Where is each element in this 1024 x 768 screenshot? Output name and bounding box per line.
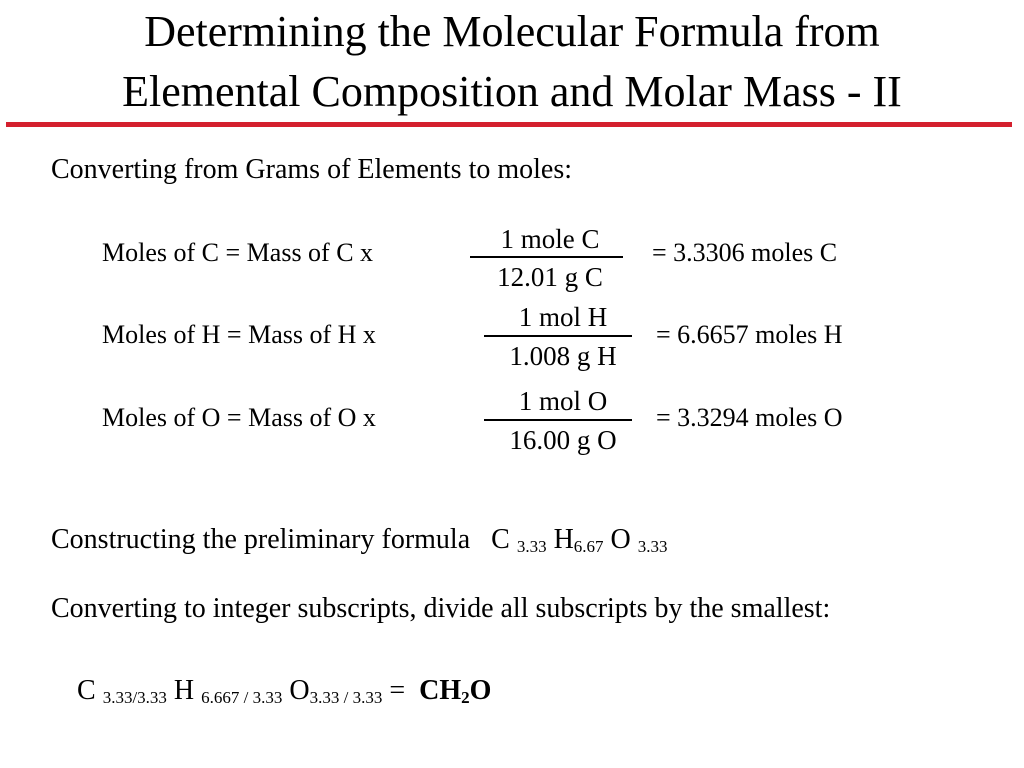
preliminary-formula-o: O (610, 524, 631, 555)
equation-oxygen-lhs: Moles of O = Mass of O x (102, 403, 376, 432)
section-heading-integer-subscripts: Converting to integer subscripts, divide all subscripts by the smallest: (51, 593, 831, 624)
title-divider (6, 122, 1012, 127)
final-formula-c: C (77, 675, 96, 706)
final-formula-line (77, 674, 491, 715)
final-formula-h: H (173, 675, 195, 706)
final-formula-o: O (289, 675, 310, 706)
preliminary-formula-o-subscript: 3.33 (637, 537, 668, 556)
final-formula-c-subscript: 3.33/3.33 (102, 688, 167, 707)
final-formula-result-ch: CH (419, 675, 462, 706)
slide-title-line1: Determining the Molecular Formula from (144, 7, 880, 56)
final-formula-result-o: O (469, 675, 492, 706)
equation-carbon-fraction-bar (470, 256, 623, 258)
equation-hydrogen-fraction-bar (484, 335, 632, 337)
preliminary-formula-h: H (553, 524, 574, 555)
preliminary-formula-label: Constructing the preliminary formula (51, 524, 471, 555)
final-formula-o-subscript: 3.33 / 3.33 (309, 688, 383, 707)
final-formula-result-subscript: 2 (461, 688, 470, 707)
equation-oxygen-result: = 3.3294 moles O (656, 403, 843, 432)
section-heading-grams-to-moles: Converting from Grams of Elements to moles: (51, 154, 573, 185)
equation-carbon-lhs: Moles of C = Mass of C x (102, 238, 374, 267)
equation-oxygen-numerator: 1 mol O (518, 386, 608, 416)
equation-oxygen-denominator: 16.00 g O (509, 425, 617, 455)
equation-hydrogen-lhs: Moles of H = Mass of H x (102, 320, 376, 349)
preliminary-formula-h-subscript: 6.67 (573, 537, 604, 556)
equation-hydrogen-denominator: 1.008 g H (509, 341, 617, 371)
preliminary-formula-line (51, 523, 668, 564)
final-formula-equals: = (389, 675, 406, 706)
preliminary-formula-c-subscript: 3.33 (516, 537, 547, 556)
equation-carbon-result: = 3.3306 moles C (652, 238, 838, 267)
equation-hydrogen-result: = 6.6657 moles H (656, 320, 843, 349)
equation-carbon-denominator: 12.01 g C (497, 262, 603, 292)
final-formula-h-subscript: 6.667 / 3.33 (201, 688, 283, 707)
preliminary-formula-c: C (491, 524, 510, 555)
equation-carbon-numerator: 1 mole C (500, 224, 600, 254)
equation-hydrogen-numerator: 1 mol H (518, 302, 608, 332)
equation-oxygen-fraction-bar (484, 419, 632, 421)
slide-title-line2: Elemental Composition and Molar Mass - II (122, 67, 902, 116)
final-formula-result (419, 675, 491, 706)
